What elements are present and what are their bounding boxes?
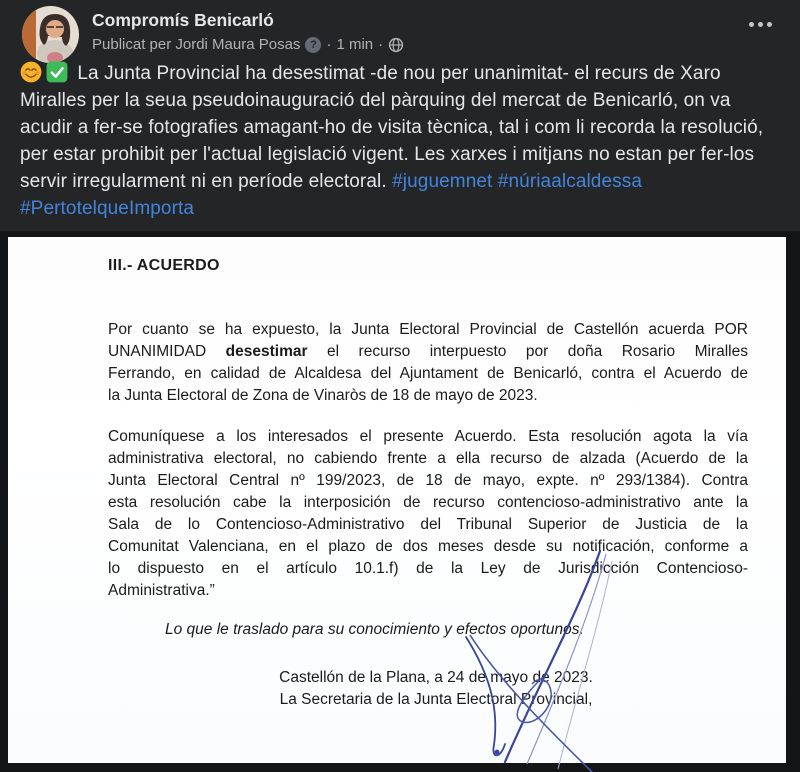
document-closing-line: Lo que le traslado para su conocimiento y efectos oportunos. [165,621,584,638]
dot-separator: · [326,36,332,53]
more-options-icon [749,22,754,27]
document-photo[interactable] [0,231,800,772]
post-header [0,0,800,62]
hashtag-juguemnet[interactable]: #juguemnet [392,171,493,192]
avatar-image [22,6,79,63]
byline [92,36,404,53]
page-name[interactable]: Compromís Benicarló [92,10,274,30]
post-text [20,60,778,222]
document-paragraph-2: Comuníquese a los interesados el presente Acuerdo. Esta resolución agota la vía administrativa electoral, no cabiendo frente a ella recurso de alzada (Acuerdo de la Junta Electoral Central nº 199/2023, de 18 de mayo, expte. nº 293/1384). Contra esta resolución cabe la interposición de recurso contencioso-administrativo ante la Sala de lo Contencioso-Administrativo del Tribunal Superior de Justicia de la Comunitat Valenciana, en el plazo de dos meses desde su notificación, conforme a lo dispuesto en el artículo 10.1.f) de la Ley de Jurisdicción Contencioso- Administrativa.” [108,428,748,599]
post-body-text: La Junta Provincial ha desestimat -de nou per unanimitat- el recurs de Xaro Miralles per la seua pseudoinauguració del pàrquing del mercat de Benicarló, on va acudir a fer-se fotografies amagant-ho de visita tècnica, tal i com li recorda la resolució, per estar prohibit per l'actual legislació vigent. Les xarxes i mitjans no estan per fer-los servir irregularment ni en període electoral. [20,63,764,192]
bold-desestimar: desestimar [225,343,308,360]
hashtag-nuriaalcaldessa[interactable]: #núriaalcaldessa [497,171,643,192]
question-badge-icon[interactable]: ? [305,37,321,53]
document-paper [8,237,786,763]
document-paragraph-1: Por cuanto se ha expuesto, la Junta Electoral Provincial de Castellón acuerda POR UNANIMIDAD desestimar el recurso interpuesto por doña Rosario Miralles Ferrando, en calidad de Alcaldesa del Ajuntament de Benicarló, contra el Acuerdo de la Junta Electoral de Zona de Vinaròs de 18 de mayo de 2023. [108,321,748,404]
document-signatory: La Secretaria de la Junta Electoral Provincial, [279,691,593,708]
dot-separator: · [378,36,384,53]
globe-icon [388,37,404,53]
timestamp[interactable]: 1 min [336,36,374,53]
byline-author[interactable]: Publicat per Jordi Maura Posas [92,36,301,53]
document-heading: III.- ACUERDO [108,257,220,274]
more-options-button[interactable] [743,16,778,33]
hashtag-pertotelqueimporta[interactable]: #PertotelqueImporta [20,198,195,219]
avatar[interactable] [22,6,79,63]
smiling-face-emoji [20,61,42,83]
check-mark-emoji [46,61,68,83]
document-place-date: Castellón de la Plana, a 24 de mayo de 2023. [279,669,593,686]
